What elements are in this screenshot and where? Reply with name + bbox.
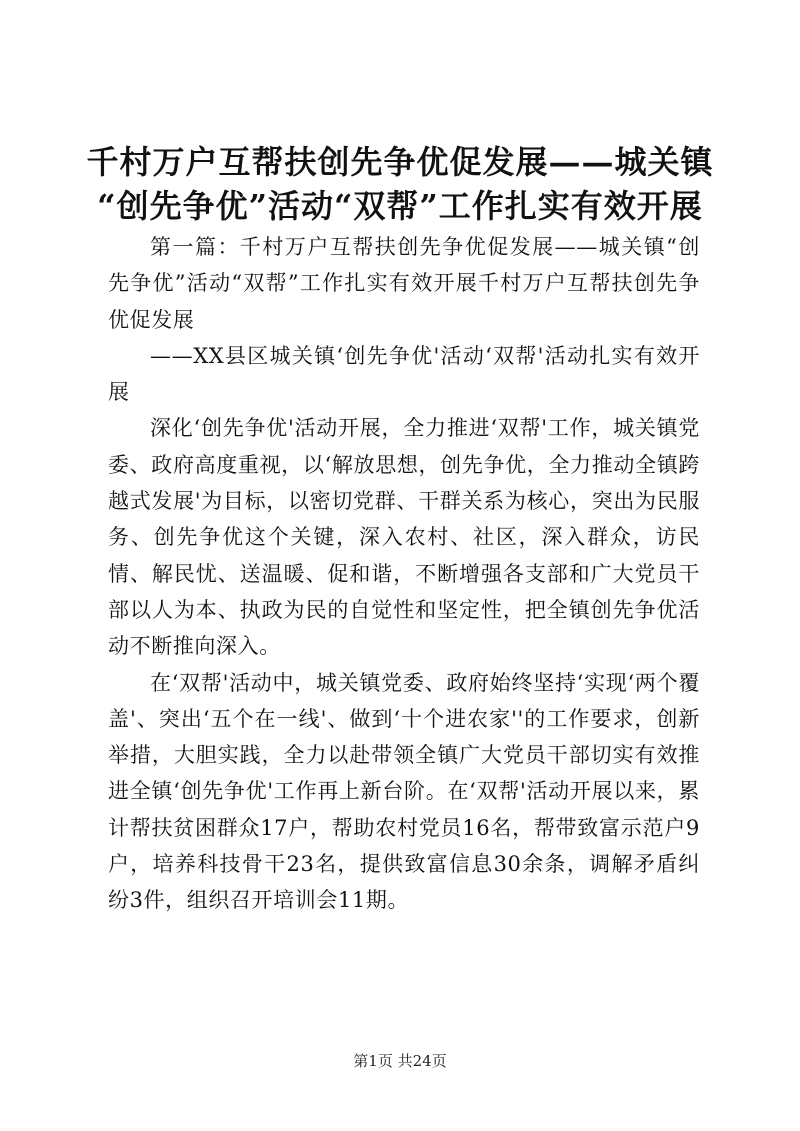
document-body (108, 229, 700, 919)
paragraph-3: 深化‘创先争优'活动开展，全力推进‘双帮'工作，城关镇党委、政府高度重视，以‘解放思想，创先争优，全力推动全镇跨越式发展'为目标，以密切党群、干群关系为核心，突出为民服务、创先争优这个关键，深入农村、社区，深入群众，访民情、解民忧、送温暖、促和谐，不断增强各支部和广大党员干部以人为本、执政为民的自觉性和坚定性，把全镇创先争优活动不断推向深入。 (108, 416, 700, 659)
paragraph-4: 在‘双帮'活动中，城关镇党委、政府始终坚持‘实现‘两个覆盖'、突出‘五个在一线'、做到‘十个进农家''的工作要求，创新举措，大胆实践，全力以赴带领全镇广大党员干部切实有效推进全镇‘创先争优'工作再上新台阶。在‘双帮'活动开展以来，累计帮扶贫困群众17户，帮助农村党员16名，帮带致富示范户9户，培养科技骨干23名，提供致富信息30余条，调解矛盾纠纷3件，组织召开培训会11期。 (108, 670, 700, 913)
paragraph-2: ——XX县区城关镇‘创先争优'活动‘双帮'活动扎实有效开展 (108, 343, 700, 405)
paragraph-1: 第一篇：千村万户互帮扶创先争优促发展——城关镇“创先争优”活动“双帮”工作扎实有效开展千村万户互帮扶创先争优促发展 (108, 235, 700, 332)
page-number-footer: 第1页 共24页 (353, 1052, 447, 1070)
document-title-line-1: 千村万户互帮扶创先争优促发展——城关镇 (86, 143, 714, 181)
document-title-line-2: “创先争优”活动“双帮”工作扎实有效开展 (97, 187, 703, 225)
